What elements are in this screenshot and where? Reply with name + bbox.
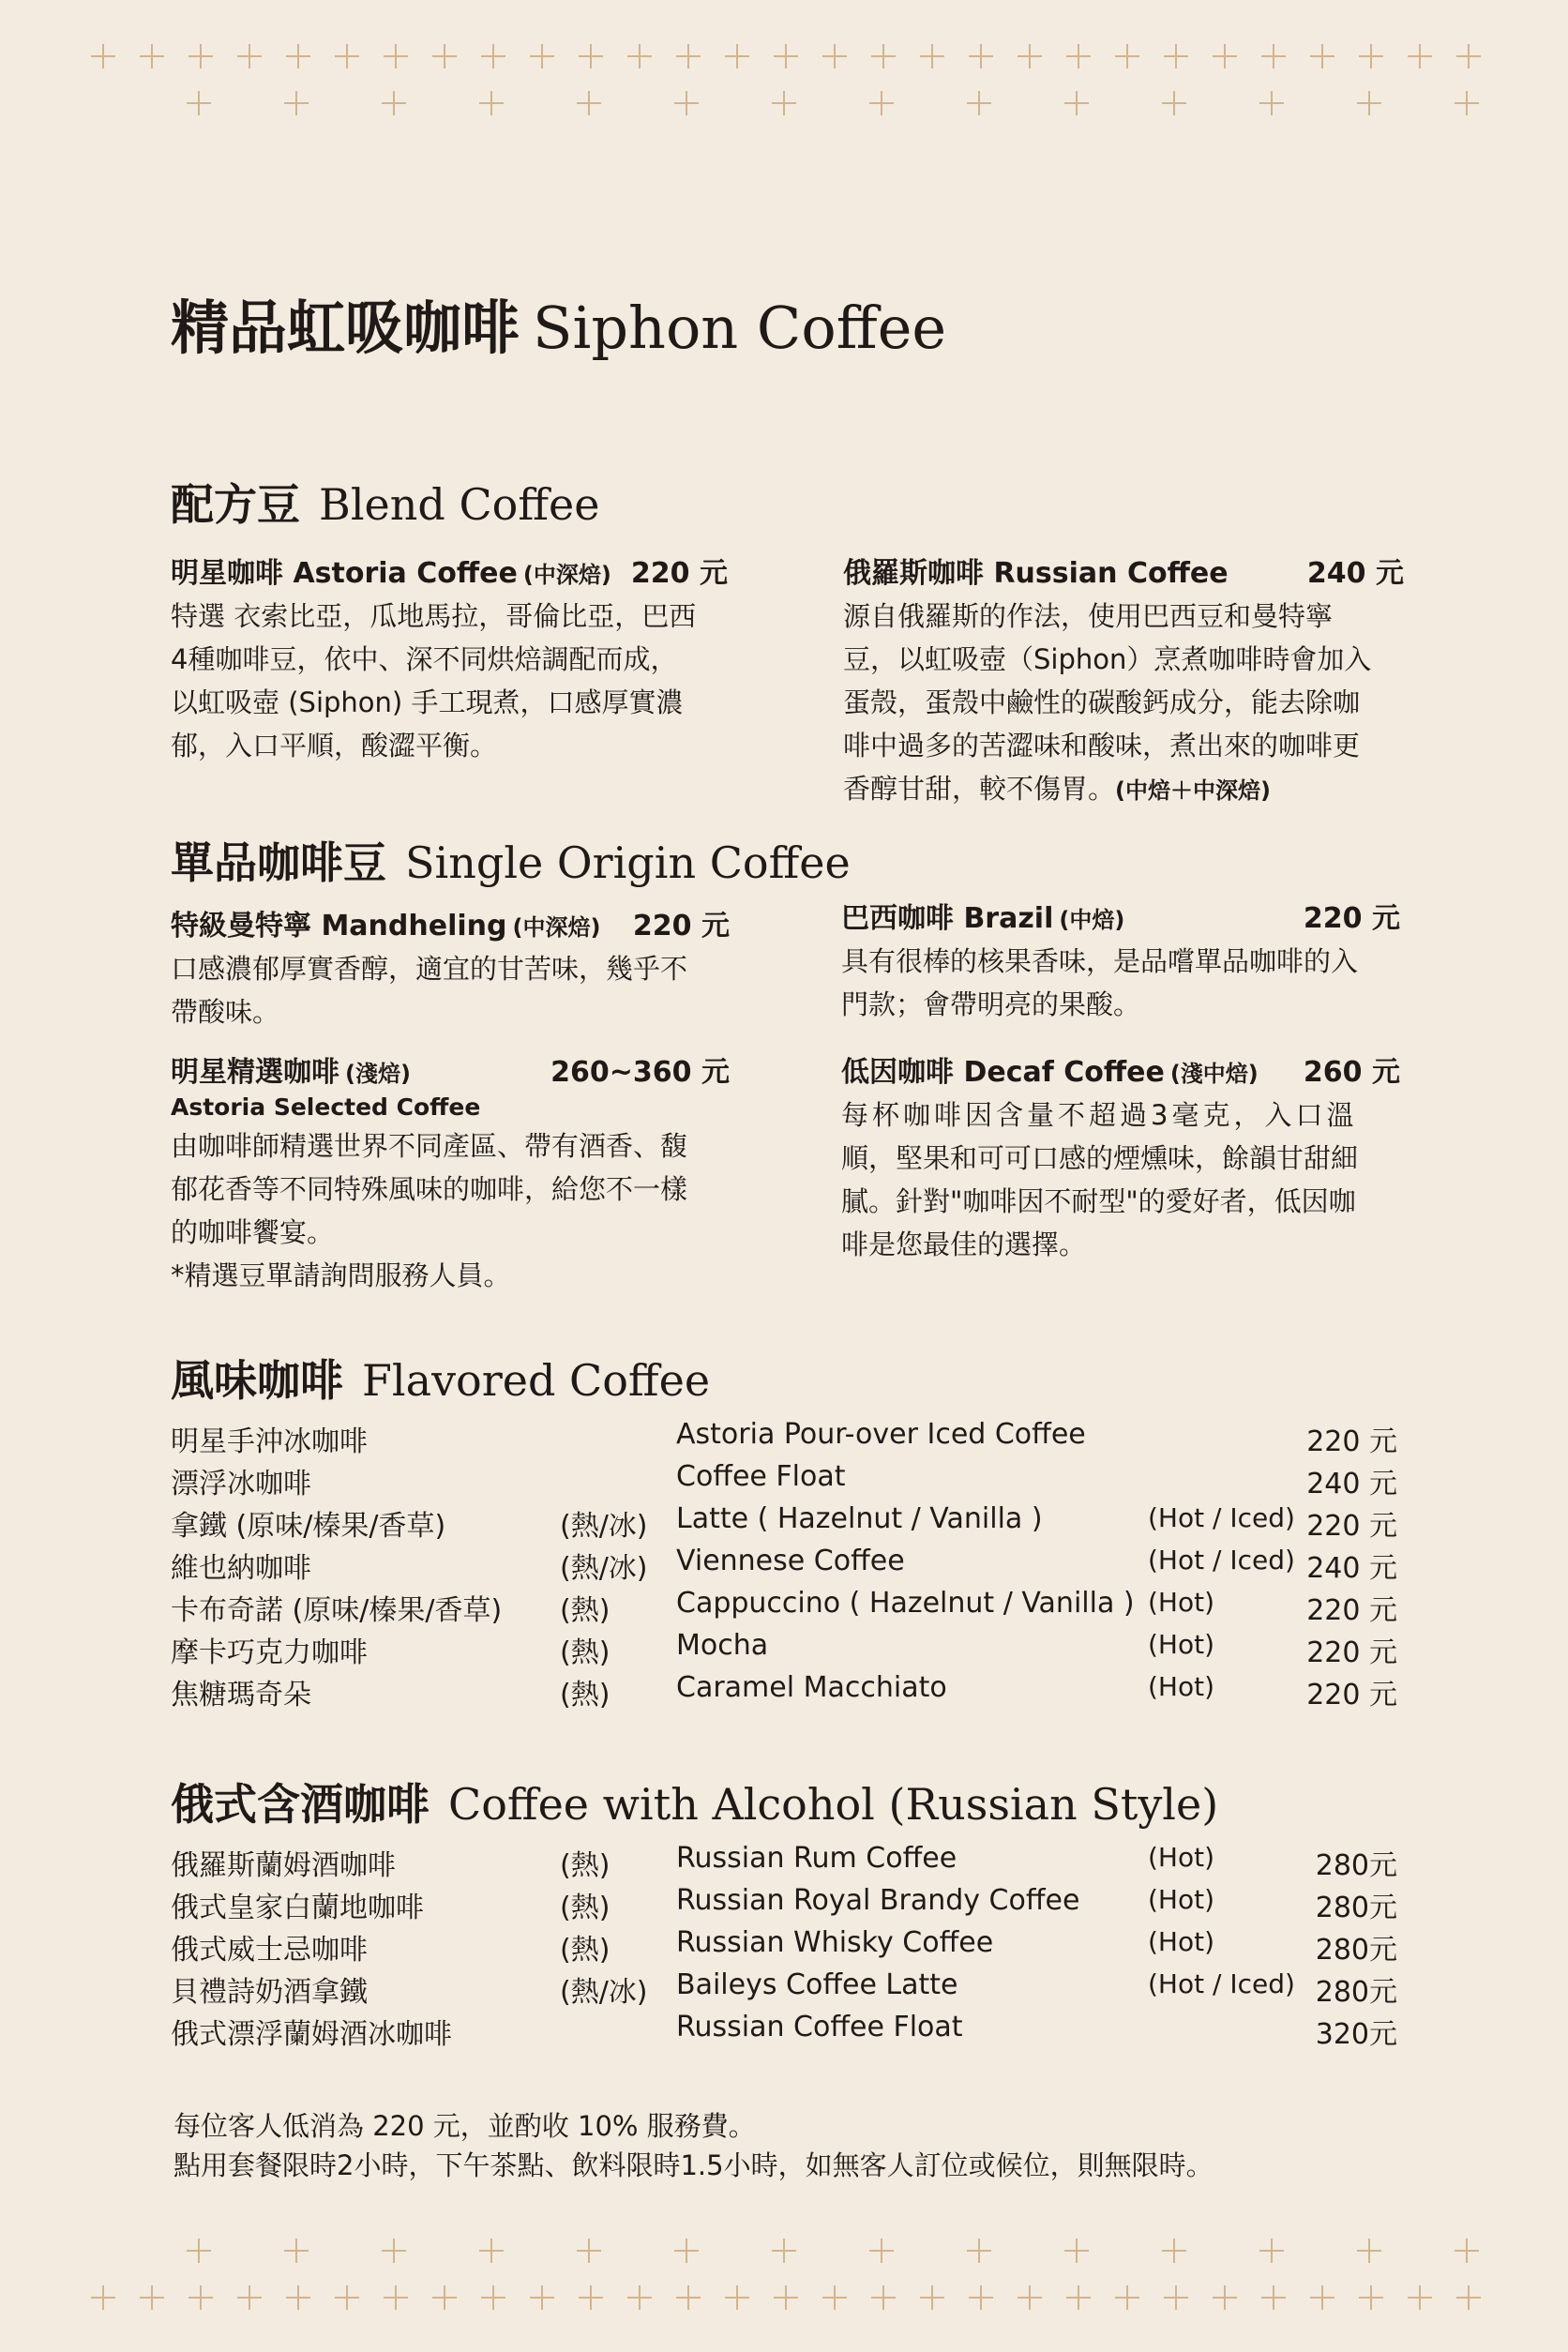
bottom-star-border-row2 xyxy=(0,2279,1568,2316)
sparkle-star-icon xyxy=(674,91,699,115)
cell-name-en: Russian Whisky Coffee xyxy=(676,1926,994,1959)
table-row xyxy=(171,2011,1397,2053)
sparkle-star-icon xyxy=(871,44,896,68)
sparkle-star-icon xyxy=(479,2239,504,2263)
sparkle-star-icon xyxy=(1018,44,1042,68)
cell-temp-zh: (熱) xyxy=(560,1934,611,1967)
item-header xyxy=(171,902,730,943)
sparkle-star-icon xyxy=(1408,2285,1432,2310)
sparkle-star-icon xyxy=(1359,44,1383,68)
cell-temp-zh: (熱) xyxy=(560,1892,611,1924)
sparkle-star-icon xyxy=(1164,2285,1188,2310)
page-title xyxy=(171,281,946,365)
cell-name-zh: 俄式皇家白蘭地咖啡 xyxy=(171,1892,424,1924)
desc-line: 由咖啡師精選世界不同產區、帶有酒香、馥 xyxy=(171,1130,688,1162)
item-description xyxy=(171,947,730,1033)
desc-text: 香醇甘甜，較不傷胃。 xyxy=(843,773,1116,805)
sparkle-star-icon xyxy=(1310,2285,1334,2310)
sparkle-star-icon xyxy=(579,44,603,68)
cell-price: 320元 xyxy=(1315,2018,1397,2051)
sparkle-star-icon xyxy=(869,2239,894,2263)
sparkle-star-icon xyxy=(140,2285,164,2310)
table-row xyxy=(171,1842,1397,1884)
sparkle-star-icon xyxy=(676,44,701,68)
sparkle-star-icon xyxy=(530,2285,554,2310)
desc-line: 以虹吸壺 (Siphon) 手工現煮，口感厚實濃 xyxy=(171,686,684,718)
cell-price: 240 元 xyxy=(1306,1468,1397,1500)
section-title-zh: 俄式含酒咖啡 xyxy=(171,1779,430,1830)
item-roast: (淺焙) xyxy=(345,1061,411,1087)
sparkle-star-icon xyxy=(871,2285,896,2310)
item-name: 俄羅斯咖啡 Russian Coffee xyxy=(843,557,1229,590)
sparkle-star-icon xyxy=(188,44,213,68)
sparkle-star-icon xyxy=(1357,2239,1381,2263)
cell-price: 220 元 xyxy=(1306,1636,1397,1669)
desc-line: 口感濃郁厚實香醇，適宜的甘苦味，幾乎不 xyxy=(171,953,688,985)
section-title-zh: 配方豆 xyxy=(171,479,300,530)
section-title-single-origin xyxy=(171,829,851,891)
sparkle-star-icon xyxy=(187,2239,211,2263)
sparkle-star-icon xyxy=(382,91,406,115)
sparkle-star-icon xyxy=(530,44,554,68)
cell-name-zh: 明星手沖冰咖啡 xyxy=(171,1425,368,1458)
flavored-price-table xyxy=(171,1418,1397,1713)
sparkle-star-icon xyxy=(335,44,359,68)
sparkle-star-icon xyxy=(237,2285,262,2310)
sparkle-star-icon xyxy=(772,91,796,115)
item-name: 特級曼特寧 Mandheling xyxy=(171,910,507,942)
cell-name-zh: 摩卡巧克力咖啡 xyxy=(171,1636,368,1669)
cell-temp-zh: (熱/冰) xyxy=(560,1510,648,1543)
sparkle-star-icon xyxy=(335,2285,359,2310)
section-title-en: Coffee with Alcohol (Russian Style) xyxy=(448,1779,1219,1830)
cell-temp-zh: (熱) xyxy=(560,1594,611,1627)
cell-name-en: Russian Rum Coffee xyxy=(676,1842,957,1875)
sparkle-star-icon xyxy=(481,44,505,68)
alcohol-price-table xyxy=(171,1842,1397,2053)
sparkle-star-icon xyxy=(772,2239,796,2263)
cell-price: 220 元 xyxy=(1306,1679,1397,1711)
sparkle-star-icon xyxy=(1066,2285,1091,2310)
item-price: 240 元 xyxy=(1306,557,1404,590)
item-roast: (淺中焙) xyxy=(1169,1061,1259,1087)
item-name: 巴西咖啡 Brazil xyxy=(841,902,1054,935)
sparkle-star-icon xyxy=(676,2285,701,2310)
cell-temp-zh: (熱) xyxy=(560,1636,611,1669)
cell-name-en: Mocha xyxy=(676,1629,769,1662)
cell-temp-en: (Hot / Iced) xyxy=(1148,1502,1295,1533)
cell-price: 220 元 xyxy=(1306,1425,1397,1458)
cell-temp-zh: (熱) xyxy=(560,1849,611,1882)
sparkle-star-icon xyxy=(1115,44,1139,68)
sparkle-star-icon xyxy=(384,2285,408,2310)
desc-line: 特選 衣索比亞，瓜地馬拉，哥倫比亞，巴西 xyxy=(171,600,697,632)
sparkle-star-icon xyxy=(725,2285,749,2310)
sparkle-star-icon xyxy=(920,2285,944,2310)
sparkle-star-icon xyxy=(1164,44,1188,68)
sparkle-star-icon xyxy=(382,2239,406,2263)
item-roast: (中焙) xyxy=(1059,907,1125,933)
cell-name-zh: 維也納咖啡 xyxy=(171,1552,311,1585)
section-title-flavored xyxy=(171,1347,710,1409)
menu-item-astoria xyxy=(171,550,728,767)
item-description xyxy=(841,940,1400,1026)
cell-temp-en: (Hot) xyxy=(1148,1671,1215,1702)
sparkle-star-icon xyxy=(187,91,211,115)
desc-line: 帶酸味。 xyxy=(171,996,280,1028)
item-header xyxy=(841,895,1400,936)
desc-line xyxy=(843,767,1404,812)
table-row xyxy=(171,1884,1397,1926)
table-row xyxy=(171,1968,1397,2011)
menu-item-selected xyxy=(171,1048,730,1297)
item-price: 220 元 xyxy=(632,910,730,942)
sparkle-star-icon xyxy=(674,2239,699,2263)
footer-notes xyxy=(173,2106,1214,2185)
cell-name-zh: 貝禮詩奶酒拿鐵 xyxy=(171,1976,368,2009)
menu-item-russian xyxy=(843,550,1404,812)
desc-line: 膩。針對"咖啡因不耐型"的愛好者，低因咖 xyxy=(841,1185,1356,1217)
sparkle-star-icon xyxy=(627,2285,652,2310)
sparkle-star-icon xyxy=(967,91,991,115)
sparkle-star-icon xyxy=(869,91,894,115)
cell-price: 280元 xyxy=(1315,1976,1397,2009)
top-star-border xyxy=(0,38,1568,75)
item-name-en: Astoria Selected Coffee xyxy=(171,1093,481,1121)
sparkle-star-icon xyxy=(920,44,944,68)
item-description xyxy=(171,1124,730,1297)
item-header xyxy=(171,550,728,591)
item-price: 260 元 xyxy=(1303,1056,1400,1089)
cell-price: 220 元 xyxy=(1306,1594,1397,1627)
cell-name-en: Russian Royal Brandy Coffee xyxy=(676,1884,1080,1917)
cell-temp-en: (Hot / Iced) xyxy=(1148,1545,1295,1576)
table-row xyxy=(171,1418,1397,1460)
sparkle-star-icon xyxy=(1018,2285,1042,2310)
item-price: 220 元 xyxy=(630,557,728,590)
sparkle-star-icon xyxy=(1162,2239,1186,2263)
cell-name-zh: 俄羅斯蘭姆酒咖啡 xyxy=(171,1849,396,1882)
page-title-zh: 精品虹吸咖啡 xyxy=(171,294,520,362)
section-title-en: Blend Coffee xyxy=(319,479,600,530)
sparkle-star-icon xyxy=(140,44,164,68)
sparkle-star-icon xyxy=(1310,44,1334,68)
sparkle-star-icon xyxy=(577,2239,601,2263)
table-row xyxy=(171,1587,1397,1629)
section-title-en: Flavored Coffee xyxy=(362,1355,711,1406)
cell-price: 280元 xyxy=(1315,1849,1397,1882)
desc-line: 郁花香等不同特殊風味的咖啡，給您不一樣 xyxy=(171,1173,688,1205)
desc-line: 蛋殼，蛋殼中鹼性的碳酸鈣成分，能去除咖 xyxy=(843,686,1361,718)
section-title-zh: 風味咖啡 xyxy=(171,1355,343,1406)
sparkle-star-icon xyxy=(969,44,993,68)
desc-line: *精選豆單請詢問服務人員。 xyxy=(171,1259,511,1291)
item-header xyxy=(171,1048,730,1090)
cell-name-en: Coffee Float xyxy=(676,1460,846,1493)
sparkle-star-icon xyxy=(774,2285,798,2310)
cell-temp-en: (Hot) xyxy=(1148,1842,1215,1873)
footer-line-min-charge: 每位客人低消為 220 元，並酌收 10% 服務費。 xyxy=(173,2110,756,2142)
sparkle-star-icon xyxy=(1357,91,1381,115)
desc-line: 4種咖啡豆，依中、深不同烘焙調配而成， xyxy=(171,643,678,675)
cell-name-zh: 俄式威士忌咖啡 xyxy=(171,1934,368,1967)
sparkle-star-icon xyxy=(91,2285,115,2310)
cell-name-zh: 焦糖瑪奇朵 xyxy=(171,1679,311,1711)
desc-line: 豆，以虹吸壺（Siphon）烹煮咖啡時會加入 xyxy=(843,643,1372,675)
sparkle-star-icon xyxy=(1115,2285,1139,2310)
sparkle-star-icon xyxy=(481,2285,505,2310)
section-title-alcohol xyxy=(171,1771,1218,1832)
footer-line-time-limit: 點用套餐限時2小時，下午茶點、飲料限時1.5小時，如無客人訂位或候位，則無限時。 xyxy=(173,2149,1214,2181)
cell-name-zh: 卡布奇諾 (原味/榛果/香草) xyxy=(171,1594,503,1627)
desc-line: 具有很棒的核果香味，是品嚐單品咖啡的入 xyxy=(841,945,1359,977)
item-price: 220 元 xyxy=(1303,902,1400,935)
cell-temp-zh: (熱/冰) xyxy=(560,1552,648,1585)
sparkle-star-icon xyxy=(627,44,652,68)
page-title-en: Siphon Coffee xyxy=(533,294,947,362)
desc-line: 每杯咖啡因含量不超過3毫克，入口溫 xyxy=(841,1099,1358,1131)
item-description xyxy=(843,595,1404,812)
cell-temp-zh: (熱/冰) xyxy=(560,1976,648,2009)
cell-name-zh: 拿鐵 (原味/榛果/香草) xyxy=(171,1510,446,1543)
sparkle-star-icon xyxy=(286,44,310,68)
cell-temp-en: (Hot) xyxy=(1148,1884,1215,1915)
sparkle-star-icon xyxy=(967,2239,991,2263)
sparkle-star-icon xyxy=(1259,91,1284,115)
roast-note: (中焙＋中深焙) xyxy=(1115,777,1271,804)
table-row xyxy=(171,1926,1397,1968)
cell-temp-zh: (熱) xyxy=(560,1679,611,1711)
cell-price: 240 元 xyxy=(1306,1552,1397,1585)
sparkle-star-icon xyxy=(1064,2239,1089,2263)
sparkle-star-icon xyxy=(1408,44,1432,68)
sparkle-star-icon xyxy=(725,44,749,68)
table-row xyxy=(171,1671,1397,1713)
sparkle-star-icon xyxy=(1456,2285,1481,2310)
item-name: 低因咖啡 Decaf Coffee xyxy=(841,1056,1165,1089)
cell-price: 220 元 xyxy=(1306,1510,1397,1543)
cell-name-en: Baileys Coffee Latte xyxy=(676,1968,958,2001)
desc-line: 郁，入口平順，酸澀平衡。 xyxy=(171,730,498,761)
cell-name-en: Viennese Coffee xyxy=(676,1545,905,1577)
sparkle-star-icon xyxy=(1455,2239,1479,2263)
sparkle-star-icon xyxy=(1259,2239,1284,2263)
cell-name-en: Caramel Macchiato xyxy=(676,1671,947,1704)
item-header xyxy=(841,1048,1400,1090)
sparkle-star-icon xyxy=(822,44,847,68)
cell-name-en: Russian Coffee Float xyxy=(676,2011,963,2043)
sparkle-star-icon xyxy=(1456,44,1481,68)
sparkle-star-icon xyxy=(432,2285,457,2310)
sparkle-star-icon xyxy=(969,2285,993,2310)
cell-price: 280元 xyxy=(1315,1892,1397,1924)
item-roast: (中深焙) xyxy=(512,914,601,941)
sparkle-star-icon xyxy=(432,44,457,68)
item-description xyxy=(841,1093,1400,1266)
sparkle-star-icon xyxy=(1064,91,1089,115)
item-header xyxy=(843,550,1404,591)
table-row xyxy=(171,1545,1397,1587)
sparkle-star-icon xyxy=(1213,44,1237,68)
cell-temp-en: (Hot) xyxy=(1148,1926,1215,1957)
item-name: 明星精選咖啡 xyxy=(171,1056,339,1089)
section-title-blend xyxy=(171,471,599,533)
menu-item-decaf xyxy=(841,1048,1400,1266)
cell-name-en: Cappuccino ( Hazelnut / Vanilla ) xyxy=(676,1587,1135,1620)
sparkle-star-icon xyxy=(1359,2285,1383,2310)
sparkle-star-icon xyxy=(774,44,798,68)
sparkle-star-icon xyxy=(284,2239,309,2263)
top-star-border-row2 xyxy=(0,84,1568,122)
sparkle-star-icon xyxy=(286,2285,310,2310)
cell-name-en: Astoria Pour-over Iced Coffee xyxy=(676,1418,1086,1451)
sparkle-star-icon xyxy=(479,91,504,115)
desc-line: 啡中過多的苦澀味和酸味，煮出來的咖啡更 xyxy=(843,730,1361,761)
sparkle-star-icon xyxy=(577,91,601,115)
item-name: 明星咖啡 Astoria Coffee xyxy=(171,557,518,590)
table-row xyxy=(171,1629,1397,1671)
bottom-star-border-row1 xyxy=(0,2232,1568,2269)
sparkle-star-icon xyxy=(1162,91,1186,115)
sparkle-star-icon xyxy=(1213,2285,1237,2310)
cell-temp-en: (Hot) xyxy=(1148,1629,1215,1660)
sparkle-star-icon xyxy=(284,91,309,115)
section-title-zh: 單品咖啡豆 xyxy=(171,837,386,888)
desc-line: 源自俄羅斯的作法，使用巴西豆和曼特寧 xyxy=(843,600,1334,632)
menu-item-mandheling xyxy=(171,902,730,1033)
sparkle-star-icon xyxy=(1261,2285,1286,2310)
sparkle-star-icon xyxy=(1261,44,1286,68)
cell-name-en: Latte ( Hazelnut / Vanilla ) xyxy=(676,1502,1043,1535)
section-title-en: Single Origin Coffee xyxy=(405,837,851,888)
desc-line: 門款；會帶明亮的果酸。 xyxy=(841,988,1141,1020)
desc-line: 的咖啡饗宴。 xyxy=(171,1216,335,1248)
cell-price: 280元 xyxy=(1315,1934,1397,1967)
sparkle-star-icon xyxy=(188,2285,213,2310)
table-row xyxy=(171,1502,1397,1545)
cell-temp-en: (Hot / Iced) xyxy=(1148,1968,1295,1999)
sparkle-star-icon xyxy=(822,2285,847,2310)
cell-temp-en: (Hot) xyxy=(1148,1587,1215,1618)
sparkle-star-icon xyxy=(1455,91,1479,115)
sparkle-star-icon xyxy=(1066,44,1091,68)
table-row xyxy=(171,1460,1397,1502)
desc-line: 順，堅果和可可口感的煙燻味，餘韻甘甜細 xyxy=(841,1142,1359,1174)
sparkle-star-icon xyxy=(91,44,115,68)
cell-name-zh: 俄式漂浮蘭姆酒冰咖啡 xyxy=(171,2018,452,2051)
menu-item-brazil xyxy=(841,895,1400,1026)
cell-name-zh: 漂浮冰咖啡 xyxy=(171,1468,311,1500)
desc-line: 啡是您最佳的選擇。 xyxy=(841,1229,1087,1260)
sparkle-star-icon xyxy=(384,44,408,68)
item-price: 260~360 元 xyxy=(550,1056,730,1089)
item-roast: (中深焙) xyxy=(522,562,611,588)
sparkle-star-icon xyxy=(237,44,262,68)
sparkle-star-icon xyxy=(579,2285,603,2310)
item-description xyxy=(171,595,728,767)
